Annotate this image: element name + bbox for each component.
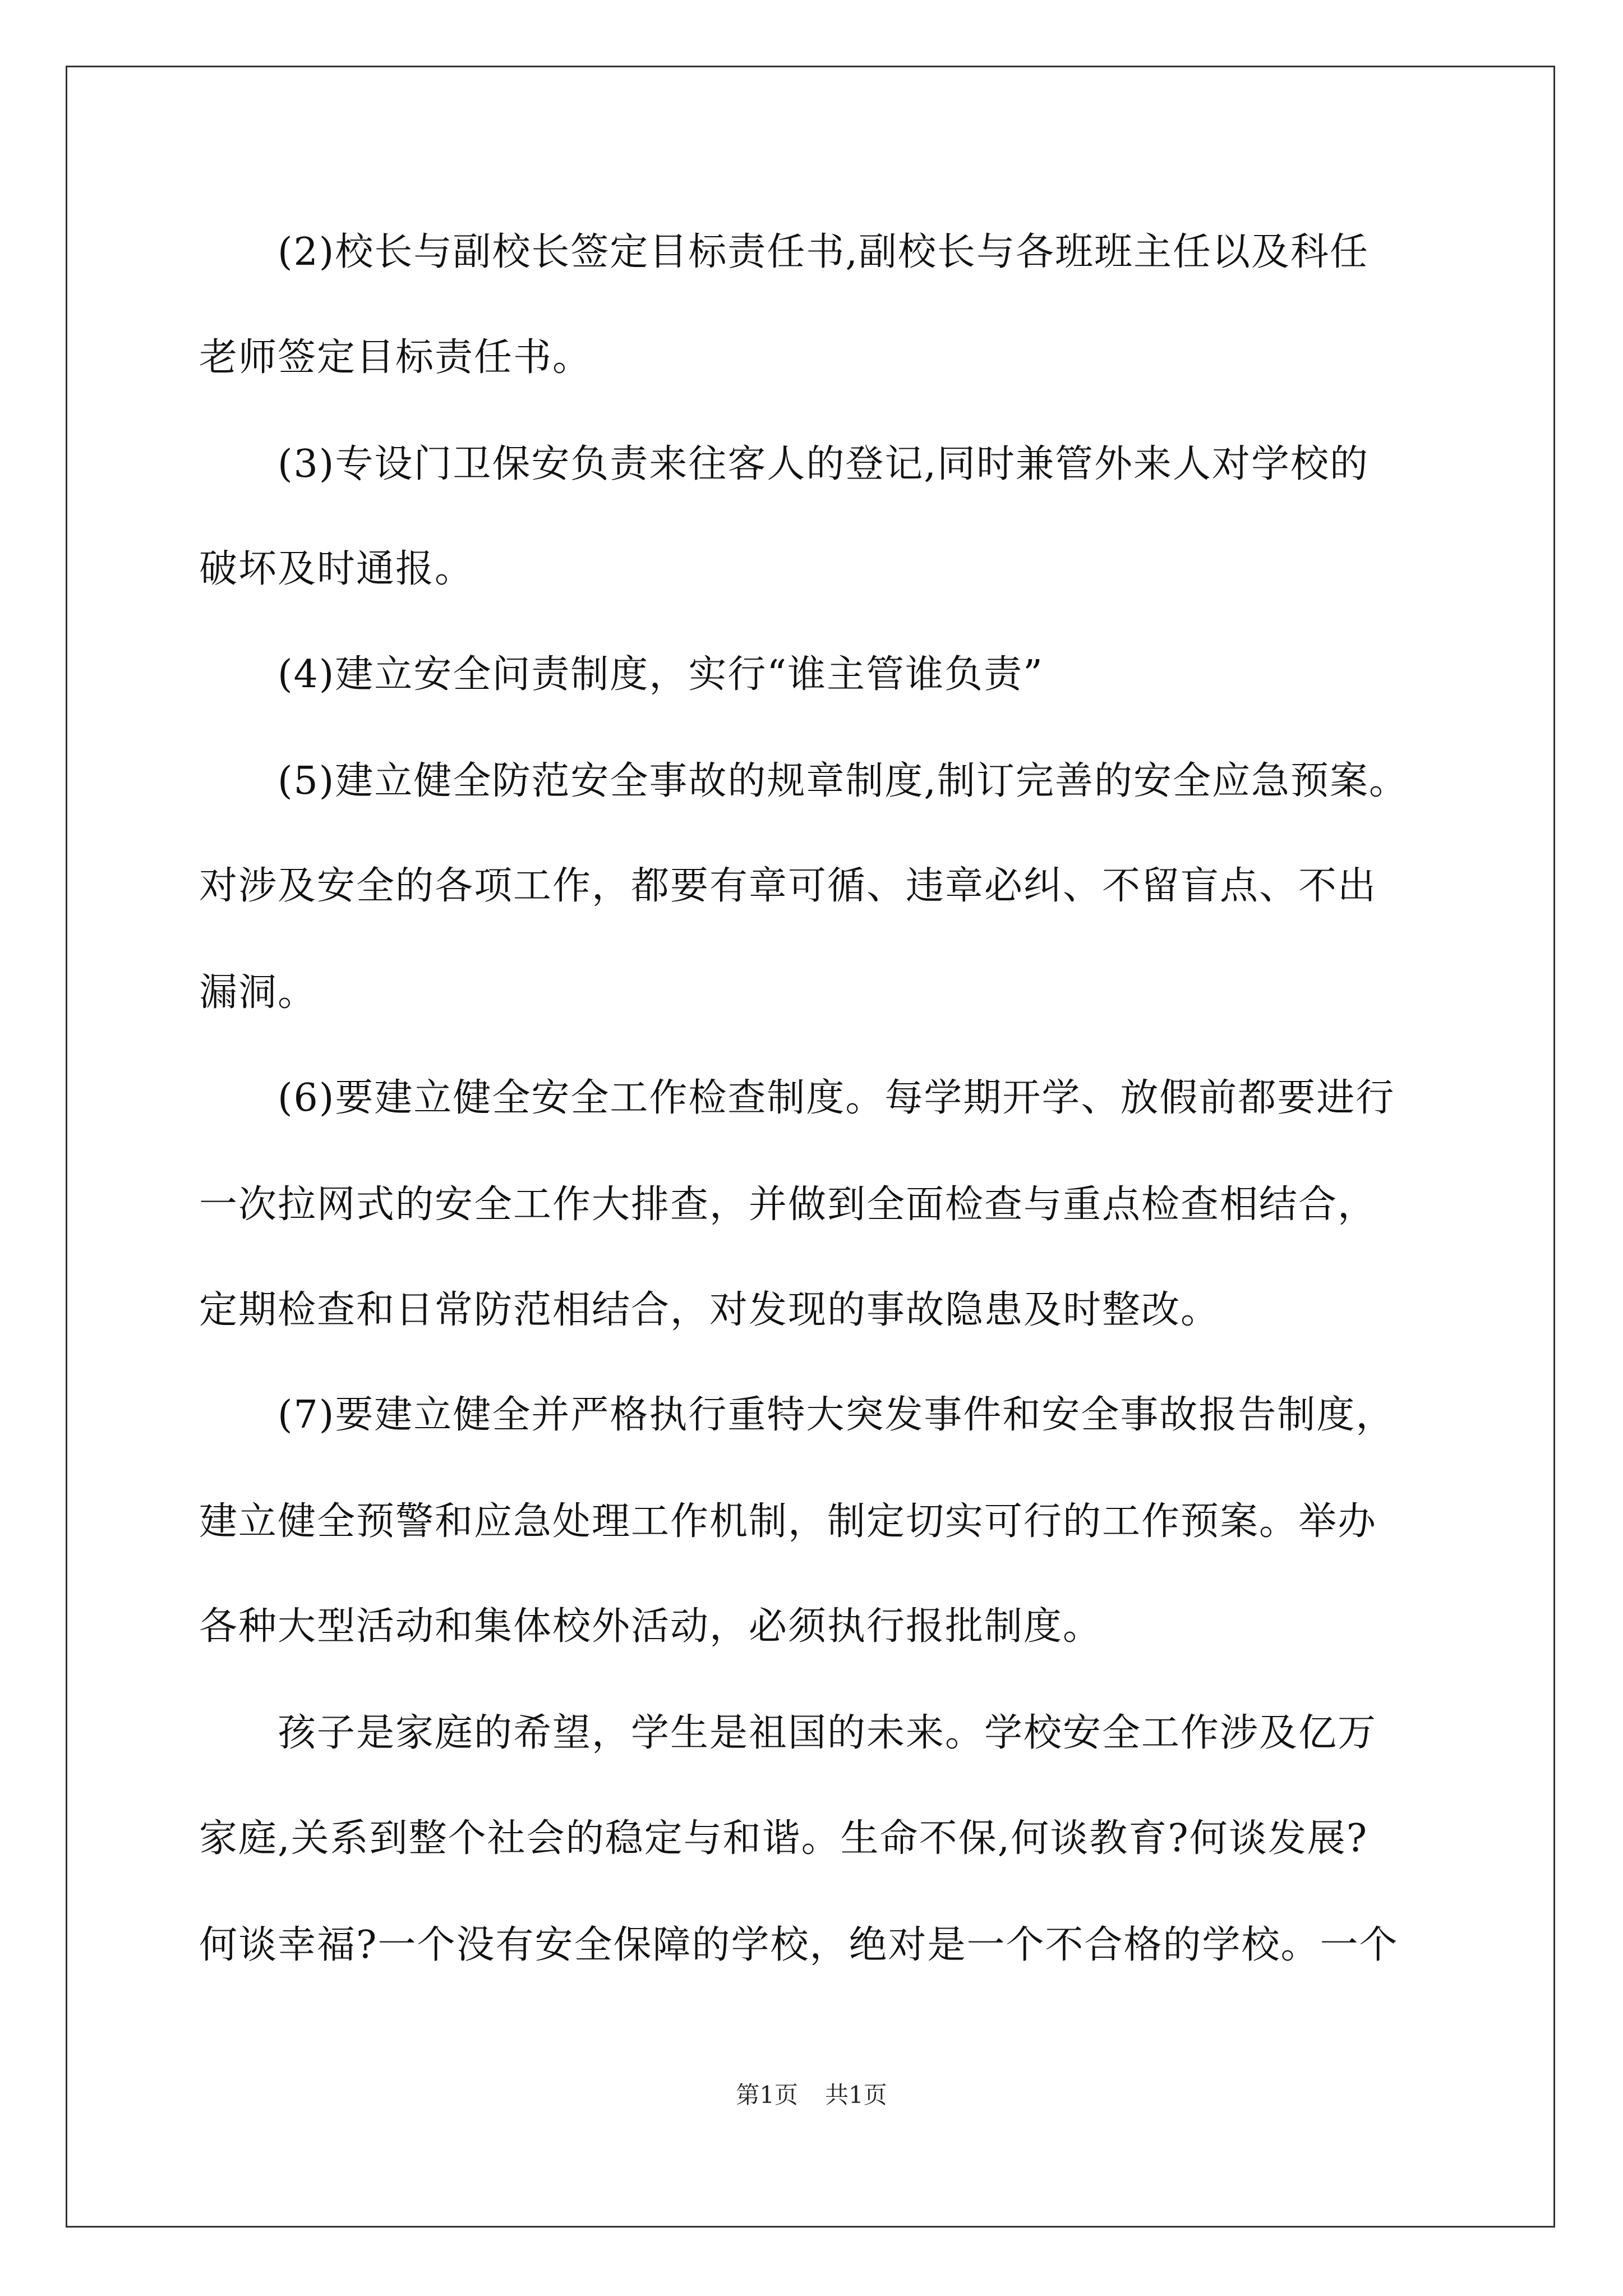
- text-line: 老师签定目标责任书。: [199, 335, 592, 380]
- text-line: (3)专设门卫保安负责来往客人的登记,同时兼管外来人对学校的: [199, 442, 1369, 486]
- text-line: (4)建立安全问责制度，实行“谁主管谁负责”: [199, 652, 1044, 697]
- text-line: 一次拉网式的安全工作大排查，并做到全面检查与重点检查相结合，: [199, 1182, 1377, 1227]
- text-line: 破坏及时通报。: [199, 547, 474, 591]
- page-border: [66, 66, 1555, 2228]
- text-line: 对涉及安全的各项工作，都要有章可循、违章必纠、不留盲点、不出: [199, 864, 1377, 908]
- text-line: 建立健全预警和应急处理工作机制，制定切实可行的工作预案。举办: [199, 1499, 1377, 1544]
- text-line: (5)建立健全防范安全事故的规章制度,制订完善的安全应急预案。: [199, 759, 1408, 803]
- page-number: 第1页: [736, 2081, 798, 2109]
- page-footer: [0, 2078, 1623, 2112]
- text-line: (6)要建立健全安全工作检查制度。每学期开学、放假前都要进行: [199, 1076, 1395, 1120]
- text-line: 何谈幸福?一个没有安全保障的学校，绝对是一个不合格的学校。一个: [199, 1923, 1399, 1967]
- text-line: 漏洞。: [199, 970, 317, 1015]
- text-line: 各种大型活动和集体校外活动，必须执行报批制度。: [199, 1604, 1103, 1649]
- text-line: 孩子是家庭的希望，学生是祖国的未来。学校安全工作涉及亿万: [199, 1711, 1377, 1755]
- text-line: (2)校长与副校长签定目标责任书,副校长与各班班主任以及科任: [199, 230, 1369, 274]
- text-line: 家庭,关系到整个社会的稳定与和谐。生命不保,何谈教育?何谈发展?: [199, 1816, 1368, 1861]
- page-total: 共1页: [825, 2081, 887, 2109]
- text-line: 定期检查和日常防范相结合，对发现的事故隐患及时整改。: [199, 1288, 1220, 1332]
- text-line: (7)要建立健全并严格执行重特大突发事件和安全事故报告制度，: [199, 1393, 1395, 1437]
